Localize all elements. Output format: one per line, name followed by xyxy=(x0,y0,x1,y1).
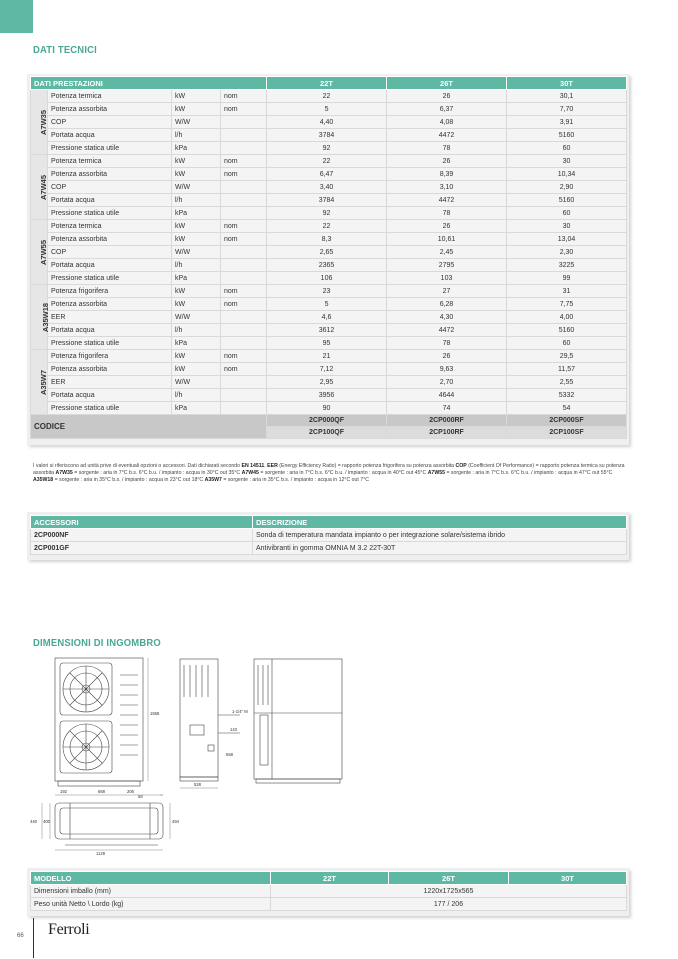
table-row: 2CP001GF Antivibranti in gomma OMNIA M 3.2 22T-30T xyxy=(31,542,627,555)
page-number: 66 xyxy=(17,933,24,939)
table-row: A35W7 Potenza frigorifera kW nom 21 26 29,5 xyxy=(31,350,627,363)
perf-header-label: DATI PRESTAZIONI xyxy=(31,77,267,90)
model-table xyxy=(30,871,627,911)
dim-label: 558 xyxy=(226,752,233,757)
table-row: Dimensioni imballo (mm) 1220x1725x565 xyxy=(31,885,627,898)
table-row: 2CP000NF Sonda di temperatura mandata impianto o per integrazione solare/sistema ibrido xyxy=(31,529,627,542)
dim-label: 1-1/4" M xyxy=(232,709,248,714)
group-label: A7W45 xyxy=(31,155,48,220)
table-row: Pressione statica utile kPa 92 78 60 xyxy=(31,142,627,155)
perf-header-22t: 22T xyxy=(267,77,387,90)
dim-label: 668 xyxy=(98,789,105,794)
section-title-tech: DATI TECNICI xyxy=(33,44,97,56)
technical-note: I valori si riferiscono ad unità prive di eventuali opzioni o accessori. Dati dichiarati secondo EN 14511. EER (Energy Efficiency Ratio) = rapporto potenza frigorifera su potenza assorbita COP (Coefficient Of Performance) = rapporto potenza termica su potenza assorbita A7W35 = sorgente : aria in 7°C b.s. 6°C b.u. / impianto : acqua in 30°C out 35°C A7W45 = sorgente : aria in 7°C b.s. 6°C b.u. / impianto : acqua in 40°C out 45°C A7W55 = sorgente : aria in 7°C b.s. 6°C b.u. / impianto : acqua in 47°C out 55°C A35W18 = sorgente : aria in 35°C b.s. / impianto : acqua in 23°C out 18°C A35W7 = sorgente : aria in 35°C b.s. / impianto : acqua in 12°C out 7°C xyxy=(33,463,625,484)
table-row: CODICE 2CP000QF 2CP000RF 2CP000SF xyxy=(31,415,627,427)
description-header: DESCRIZIONE xyxy=(253,516,627,529)
dim-label: 143 xyxy=(230,727,237,732)
table-row: Pressione statica utile kPa 92 78 60 xyxy=(31,207,627,220)
table-row: COP W/W 2,65 2,45 2,30 xyxy=(31,246,627,259)
table-row: A7W55 Potenza termica kW nom 22 26 30 xyxy=(31,220,627,233)
table-row: 2CP100QF 2CP100RF 2CP100SF xyxy=(31,427,627,439)
group-label: A7W35 xyxy=(31,90,48,155)
table-row: Portata acqua l/h 3956 4644 5332 xyxy=(31,389,627,402)
table-row: EER W/W 4,6 4,30 4,00 xyxy=(31,311,627,324)
dim-label: 206 xyxy=(127,789,134,794)
table-row: EER W/W 2,95 2,70 2,55 xyxy=(31,376,627,389)
section-title-dims: DIMENSIONI DI INGOMBRO xyxy=(33,637,161,649)
front-view-drawing xyxy=(55,658,143,786)
top-view-drawing xyxy=(55,803,163,845)
dim-label: 58 xyxy=(138,794,143,799)
brand-logo xyxy=(48,921,89,939)
model-panel xyxy=(27,868,629,916)
group-label: A7W55 xyxy=(31,220,48,285)
perf-header-30t: 30T xyxy=(507,77,627,90)
table-row: Pressione statica utile kPa 106 103 99 xyxy=(31,272,627,285)
footer-divider xyxy=(33,918,34,958)
table-row: Potenza assorbita kW nom 5 6,37 7,70 xyxy=(31,103,627,116)
accessories-table xyxy=(30,515,627,555)
table-row: A7W45 Potenza termica kW nom 22 26 30 xyxy=(31,155,627,168)
table-row: A7W35 Potenza termica kW nom 22 26 30,1 xyxy=(31,90,627,103)
side-view-drawing xyxy=(180,659,240,781)
dim-label: 400 xyxy=(43,819,50,824)
accessories-panel xyxy=(27,512,629,560)
table-row: Portata acqua l/h 2365 2795 3225 xyxy=(31,259,627,272)
dim-label: 440 xyxy=(30,819,37,824)
model-header-22t: 22T xyxy=(271,872,389,885)
brand-name: Ferroli xyxy=(48,921,90,938)
code-label: CODICE xyxy=(31,415,267,439)
right-view-drawing xyxy=(254,659,342,783)
table-row: Potenza assorbita kW nom 7,12 9,63 11,57 xyxy=(31,363,627,376)
performance-table xyxy=(30,76,627,439)
dim-label: 192 xyxy=(60,789,67,794)
table-row: Portata acqua l/h 3784 4472 5160 xyxy=(31,194,627,207)
dim-label: 1129 xyxy=(96,851,106,856)
performance-panel xyxy=(27,74,629,445)
table-row: Portata acqua l/h 3612 4472 5160 xyxy=(31,324,627,337)
model-header: MODELLO xyxy=(31,872,271,885)
model-header-26t: 26T xyxy=(389,872,509,885)
dim-label: 528 xyxy=(194,782,201,787)
group-label: A35W7 xyxy=(31,350,48,415)
table-row: COP W/W 3,40 3,10 2,90 xyxy=(31,181,627,194)
table-row: A35W18 Potenza frigorifera kW nom 23 27 31 xyxy=(31,285,627,298)
table-row: Potenza assorbita kW nom 8,3 10,61 13,04 xyxy=(31,233,627,246)
table-row: Pressione statica utile kPa 90 74 54 xyxy=(31,402,627,415)
table-row: Peso unità Netto \ Lordo (kg) 177 / 206 xyxy=(31,898,627,911)
dim-label: 1558 xyxy=(150,711,160,716)
model-header-30t: 30T xyxy=(509,872,627,885)
corner-tab xyxy=(0,0,33,33)
table-row: Pressione statica utile kPa 95 78 60 xyxy=(31,337,627,350)
table-row: Portata acqua l/h 3784 4472 5160 xyxy=(31,129,627,142)
table-row: COP W/W 4,40 4,08 3,91 xyxy=(31,116,627,129)
dim-label: 494 xyxy=(172,819,179,824)
group-label: A35W18 xyxy=(31,285,48,350)
dimension-drawings xyxy=(30,655,360,855)
perf-header-26t: 26T xyxy=(387,77,507,90)
table-row: Potenza assorbita kW nom 5 6,28 7,75 xyxy=(31,298,627,311)
accessories-header: ACCESSORI xyxy=(31,516,253,529)
table-row: Potenza assorbita kW nom 6,47 8,39 10,34 xyxy=(31,168,627,181)
